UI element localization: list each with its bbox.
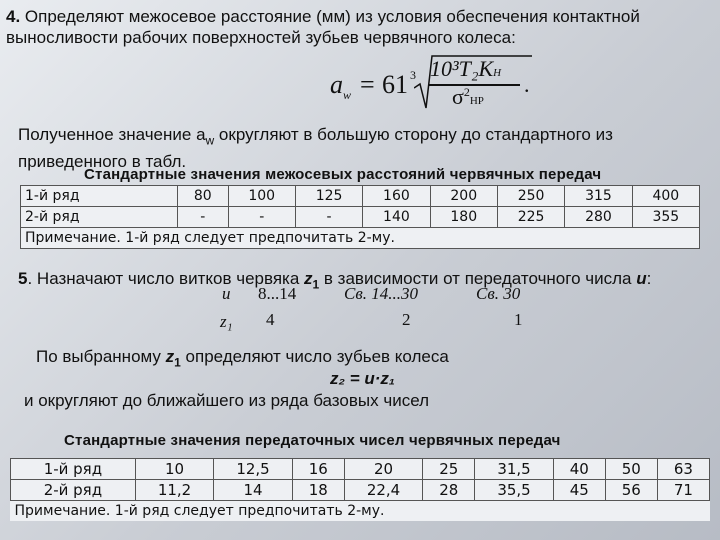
paragraph-4: [6, 6, 706, 48]
gear-teeth-formula: z₂ = u·z₁: [330, 369, 395, 388]
formula-period: .: [524, 72, 530, 97]
formula-root-index: 3: [410, 68, 416, 82]
table-note: Примечание. 1-й ряд следует предпочитать 2-му.: [11, 501, 710, 522]
table-row: 1-й ряд 10 12,5 16 20 25 31,5 40 50 63: [11, 459, 710, 480]
center-distance-formula: [330, 52, 530, 110]
center-distance-table: [20, 185, 700, 249]
formula-numerator: 10³T₂KH: [430, 56, 502, 81]
formula-denominator: $\sigma^2HP$: [452, 84, 484, 109]
step-number-4: 4.: [6, 7, 21, 26]
paragraph-4-text: Определяют межосевое расстояние (мм) из условия обеспечения контактной выносливости рабочих поверхностей зубьев червячного колеса:: [6, 7, 640, 47]
formula-coefficient: 61: [382, 70, 408, 99]
formula-lhs: $a_w$: [330, 70, 352, 103]
table-note: Примечание. 1-й ряд следует предпочитать 2-му.: [21, 228, 700, 249]
table-row: 2-й ряд - - - 140 180 225 280 355: [21, 207, 700, 228]
table2-caption: Стандартные значения передаточных чисел червячных передач: [64, 432, 561, 449]
paragraph-rounding-base: и округляют до ближайшего из ряда базовых чисел: [24, 391, 430, 410]
paragraph-z2: По выбранному $z_1$ определяют число зубьев колеса: [36, 347, 449, 370]
formula-equals: =: [360, 70, 375, 99]
table-row: 1-й ряд 80 100 125 160 200 250 315 400: [21, 186, 700, 207]
paragraph-5: 5. Назначают число витков червяка $z_1$ в зависимости от передаточного числа u:: [18, 269, 652, 292]
z1-label: z₁: [220, 312, 233, 331]
gear-ratio-table: [10, 458, 710, 521]
table-row: 2-й ряд 11,2 14 18 22,4 28 35,5 45 56 71: [11, 480, 710, 501]
u-label: u: [222, 284, 231, 303]
table1-caption: Стандартные значения межосевых расстояний червячных передач: [84, 166, 602, 183]
paragraph-rounding: Полученное значение $a_w$ округляют в большую сторону до стандартного из приведенного в табл.: [18, 125, 613, 172]
